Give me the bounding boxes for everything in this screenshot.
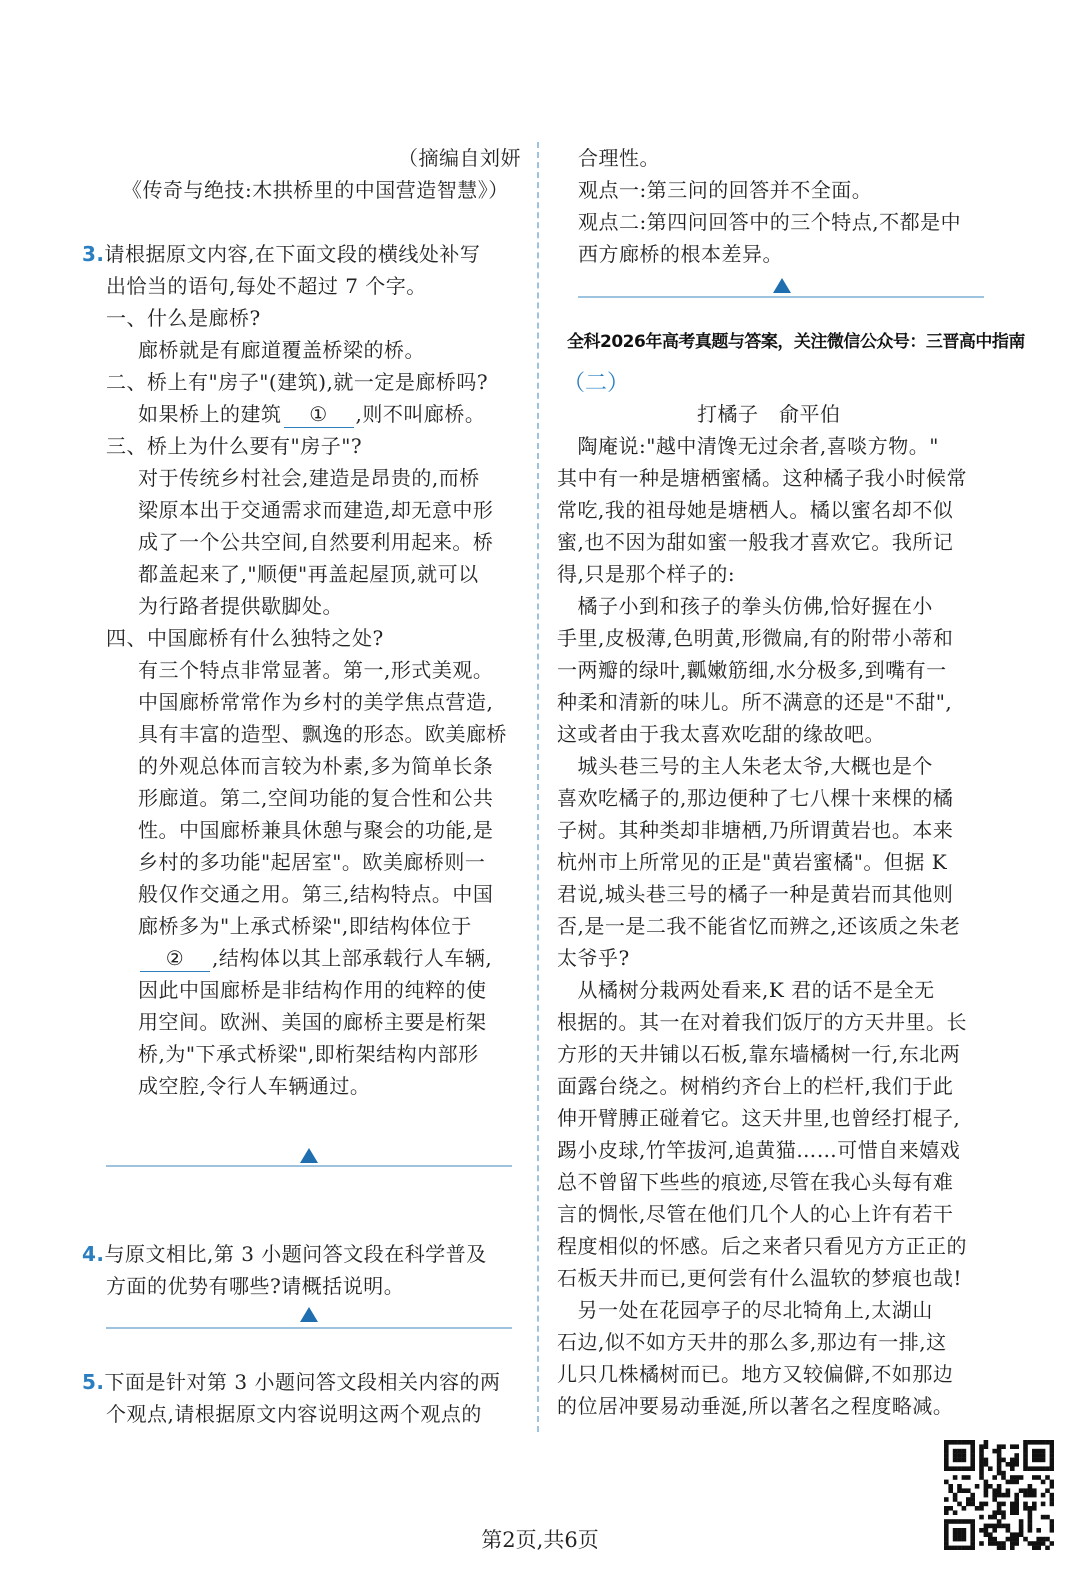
sub-heading: 二、桥上有"房子"(建筑),就一定是廊桥吗? — [106, 370, 489, 394]
essay-line: 的位居冲要易动垂涎,所以著名之程度略减。 — [557, 1394, 954, 1418]
paragraph-line: 因此中国廊桥是非结构作用的纯粹的使 — [138, 978, 487, 1002]
essay-line: 手里,皮极薄,色明黄,形微扁,有的附带小蒂和 — [557, 626, 954, 650]
essay-line: 踢小皮球,竹竿拔河,追黄猫……可惜自来嬉戏 — [557, 1138, 961, 1162]
essay-line: 杭州市上所常见的正是"黄岩蜜橘"。但据 K — [557, 850, 948, 874]
paragraph-line: 乡村的多功能"起居室"。欧美廊桥则一 — [138, 850, 486, 874]
essay-line: 常吃,我的祖母她是塘栖人。橘以蜜名却不似 — [557, 498, 954, 522]
section-heading: （二） — [563, 371, 630, 396]
paragraph-line: 用空间。欧洲、美国的廊桥主要是桁架 — [138, 1010, 487, 1034]
question-stem: 个观点,请根据原文内容说明这两个观点的 — [106, 1402, 482, 1426]
essay-line: 其中有一种是塘栖蜜橘。这种橘子我小时候常 — [557, 466, 967, 490]
essay-line: 伸开臂膊正碰着它。这天井里,也曾经打棍子, — [557, 1106, 961, 1130]
essay-line: 一两瓣的绿叶,瓤嫩筋细,水分极多,到嘴有一 — [557, 658, 947, 682]
paragraph-text: 如果桥上的建筑 — [138, 402, 282, 426]
essay-line: 子树。其种类却非塘栖,乃所谓黄岩也。本来 — [557, 818, 954, 842]
source-line-2: 《传奇与绝技:木拱桥里的中国营造智慧》） — [122, 178, 509, 202]
viewpoint-2-cont: 西方廊桥的根本差异。 — [578, 242, 783, 266]
paragraph-line: 般仅作交通之用。第三,结构特点。中国 — [138, 882, 494, 906]
paragraph-line: 成了一个公共空间,自然要利用起来。桥 — [138, 530, 494, 554]
question-number: 5. — [82, 1370, 105, 1394]
essay-line: 蜜,也不因为甜如蜜一般我才喜欢它。我所记 — [557, 530, 954, 554]
essay-line: 面露台绕之。树梢约齐台上的栏杆,我们于此 — [557, 1074, 954, 1098]
page-footer: 第2页,共6页 — [481, 1528, 599, 1552]
essay-line: 否,是一是二我不能省忆而辨之,还该质之朱老 — [557, 914, 961, 938]
essay-line: 太爷乎? — [557, 946, 630, 970]
essay-line: 城头巷三号的主人朱老太爷,大概也是个 — [557, 754, 933, 778]
essay-line: 从橘树分栽两处看来,K 君的话不是全无 — [557, 978, 935, 1002]
question-stem: 下面是针对第 3 小题问答文段相关内容的两 — [104, 1370, 501, 1394]
paragraph-line: 都盖起来了,"顺便"再盖起屋顶,就可以 — [138, 562, 479, 586]
column-divider — [537, 142, 539, 1432]
paragraph-line: 廊桥就是有廊道覆盖桥梁的桥。 — [138, 338, 425, 362]
viewpoint-1: 观点一:第三问的回答并不全面。 — [578, 178, 873, 202]
viewpoint-2: 观点二:第四问回答中的三个特点,不都是中 — [578, 210, 962, 234]
essay-line: 方形的天井铺以石板,靠东墙橘树一行,东北两 — [557, 1042, 961, 1066]
paragraph-line: 梁原本出于交通需求而建造,却无意中形 — [138, 498, 494, 522]
paragraph-text: ,则不叫廊桥。 — [355, 402, 486, 426]
essay-line: 程度相似的怀感。后之来者只看见方方正正的 — [557, 1234, 967, 1258]
paragraph-line: 的外观总体而言较为朴素,多为简单长条 — [138, 754, 494, 778]
answer-blank-1[interactable]: ① — [284, 401, 354, 428]
question-number: 4. — [82, 1242, 105, 1266]
question-stem: 方面的优势有哪些?请概括说明。 — [106, 1274, 405, 1298]
essay-line: 君说,城头巷三号的橘子一种是黄岩而其他则 — [557, 882, 954, 906]
paragraph-text: ,结构体以其上部承载行人车辆, — [212, 946, 493, 970]
essay-line: 另一处在花园亭子的尽北犄角上,太湖山 — [557, 1298, 933, 1322]
source-line-1: （摘编自刘妍 — [398, 146, 521, 170]
answer-line[interactable] — [578, 296, 984, 298]
sub-heading: 一、什么是廊桥? — [106, 306, 261, 330]
sub-heading: 三、桥上为什么要有"房子"? — [106, 434, 363, 458]
paragraph-line: 桥,为"下承式桥梁",即桁架结构内部形 — [138, 1042, 479, 1066]
paragraph-line: 性。中国廊桥兼具休憩与聚会的功能,是 — [138, 818, 494, 842]
essay-line: 根据的。其一在对着我们饭厅的方天井里。长 — [557, 1010, 967, 1034]
promo-banner: 全科2026年高考真题与答案，关注微信公众号：三晋高中指南 — [567, 332, 1025, 352]
paragraph-line: 具有丰富的造型、飘逸的形态。欧美廊桥 — [138, 722, 507, 746]
essay-line: 石边,似不如方天井的那么多,那边有一排,这 — [557, 1330, 947, 1354]
essay-line: 喜欢吃橘子的,那边便种了七八棵十来棵的橘 — [557, 786, 954, 810]
essay-line: 总不曾留下些些的痕迹,尽管在我心头每有难 — [557, 1170, 954, 1194]
essay-line: 陶庵说:"越中清馋无过余者,喜啖方物。" — [557, 434, 939, 458]
essay-title: 打橘子 俞平伯 — [697, 402, 841, 426]
essay-line: 橘子小到和孩子的拳头仿佛,恰好握在小 — [557, 594, 933, 618]
essay-line: 这或者由于我太喜欢吃甜的缘故吧。 — [557, 722, 885, 746]
answer-blank-2[interactable]: ② — [140, 945, 210, 972]
question-stem: 合理性。 — [578, 146, 660, 170]
answer-line[interactable] — [106, 1165, 512, 1167]
paragraph-line: 对于传统乡村社会,建造是昂贵的,而桥 — [138, 466, 480, 490]
paragraph-line: 为行路者提供歇脚处。 — [138, 594, 343, 618]
question-number: 3. — [82, 242, 105, 266]
question-stem: 请根据原文内容,在下面文段的横线处补写 — [104, 242, 481, 266]
paragraph-line: 成空腔,令行人车辆通过。 — [138, 1074, 371, 1098]
answer-marker-icon — [300, 1148, 318, 1163]
essay-line: 儿只几株橘树而已。地方又较偏僻,不如那边 — [557, 1362, 954, 1386]
paragraph-line: 形廊道。第二,空间功能的复合性和公共 — [138, 786, 494, 810]
sub-heading: 四、中国廊桥有什么独特之处? — [106, 626, 384, 650]
paragraph-line: 中国廊桥常常作为乡村的美学焦点营造, — [138, 690, 494, 714]
paragraph-line: 廊桥多为"上承式桥梁",即结构体位于 — [138, 914, 472, 938]
answer-marker-icon — [773, 278, 791, 293]
essay-line: 言的惆怅,尽管在他们几个人的心上许有若干 — [557, 1202, 954, 1226]
paragraph-line: 有三个特点非常显著。第一,形式美观。 — [138, 658, 494, 682]
essay-line: 得,只是那个样子的: — [557, 562, 736, 586]
question-stem: 与原文相比,第 3 小题问答文段在科学普及 — [104, 1242, 487, 1266]
answer-line[interactable] — [106, 1327, 512, 1329]
essay-line: 种柔和清新的味儿。所不满意的还是"不甜", — [557, 690, 953, 714]
answer-marker-icon — [300, 1307, 318, 1322]
essay-line: 石板天井而已,更何尝有什么温软的梦痕也哉! — [557, 1266, 962, 1290]
question-stem: 出恰当的语句,每处不超过 7 个字。 — [106, 274, 427, 298]
